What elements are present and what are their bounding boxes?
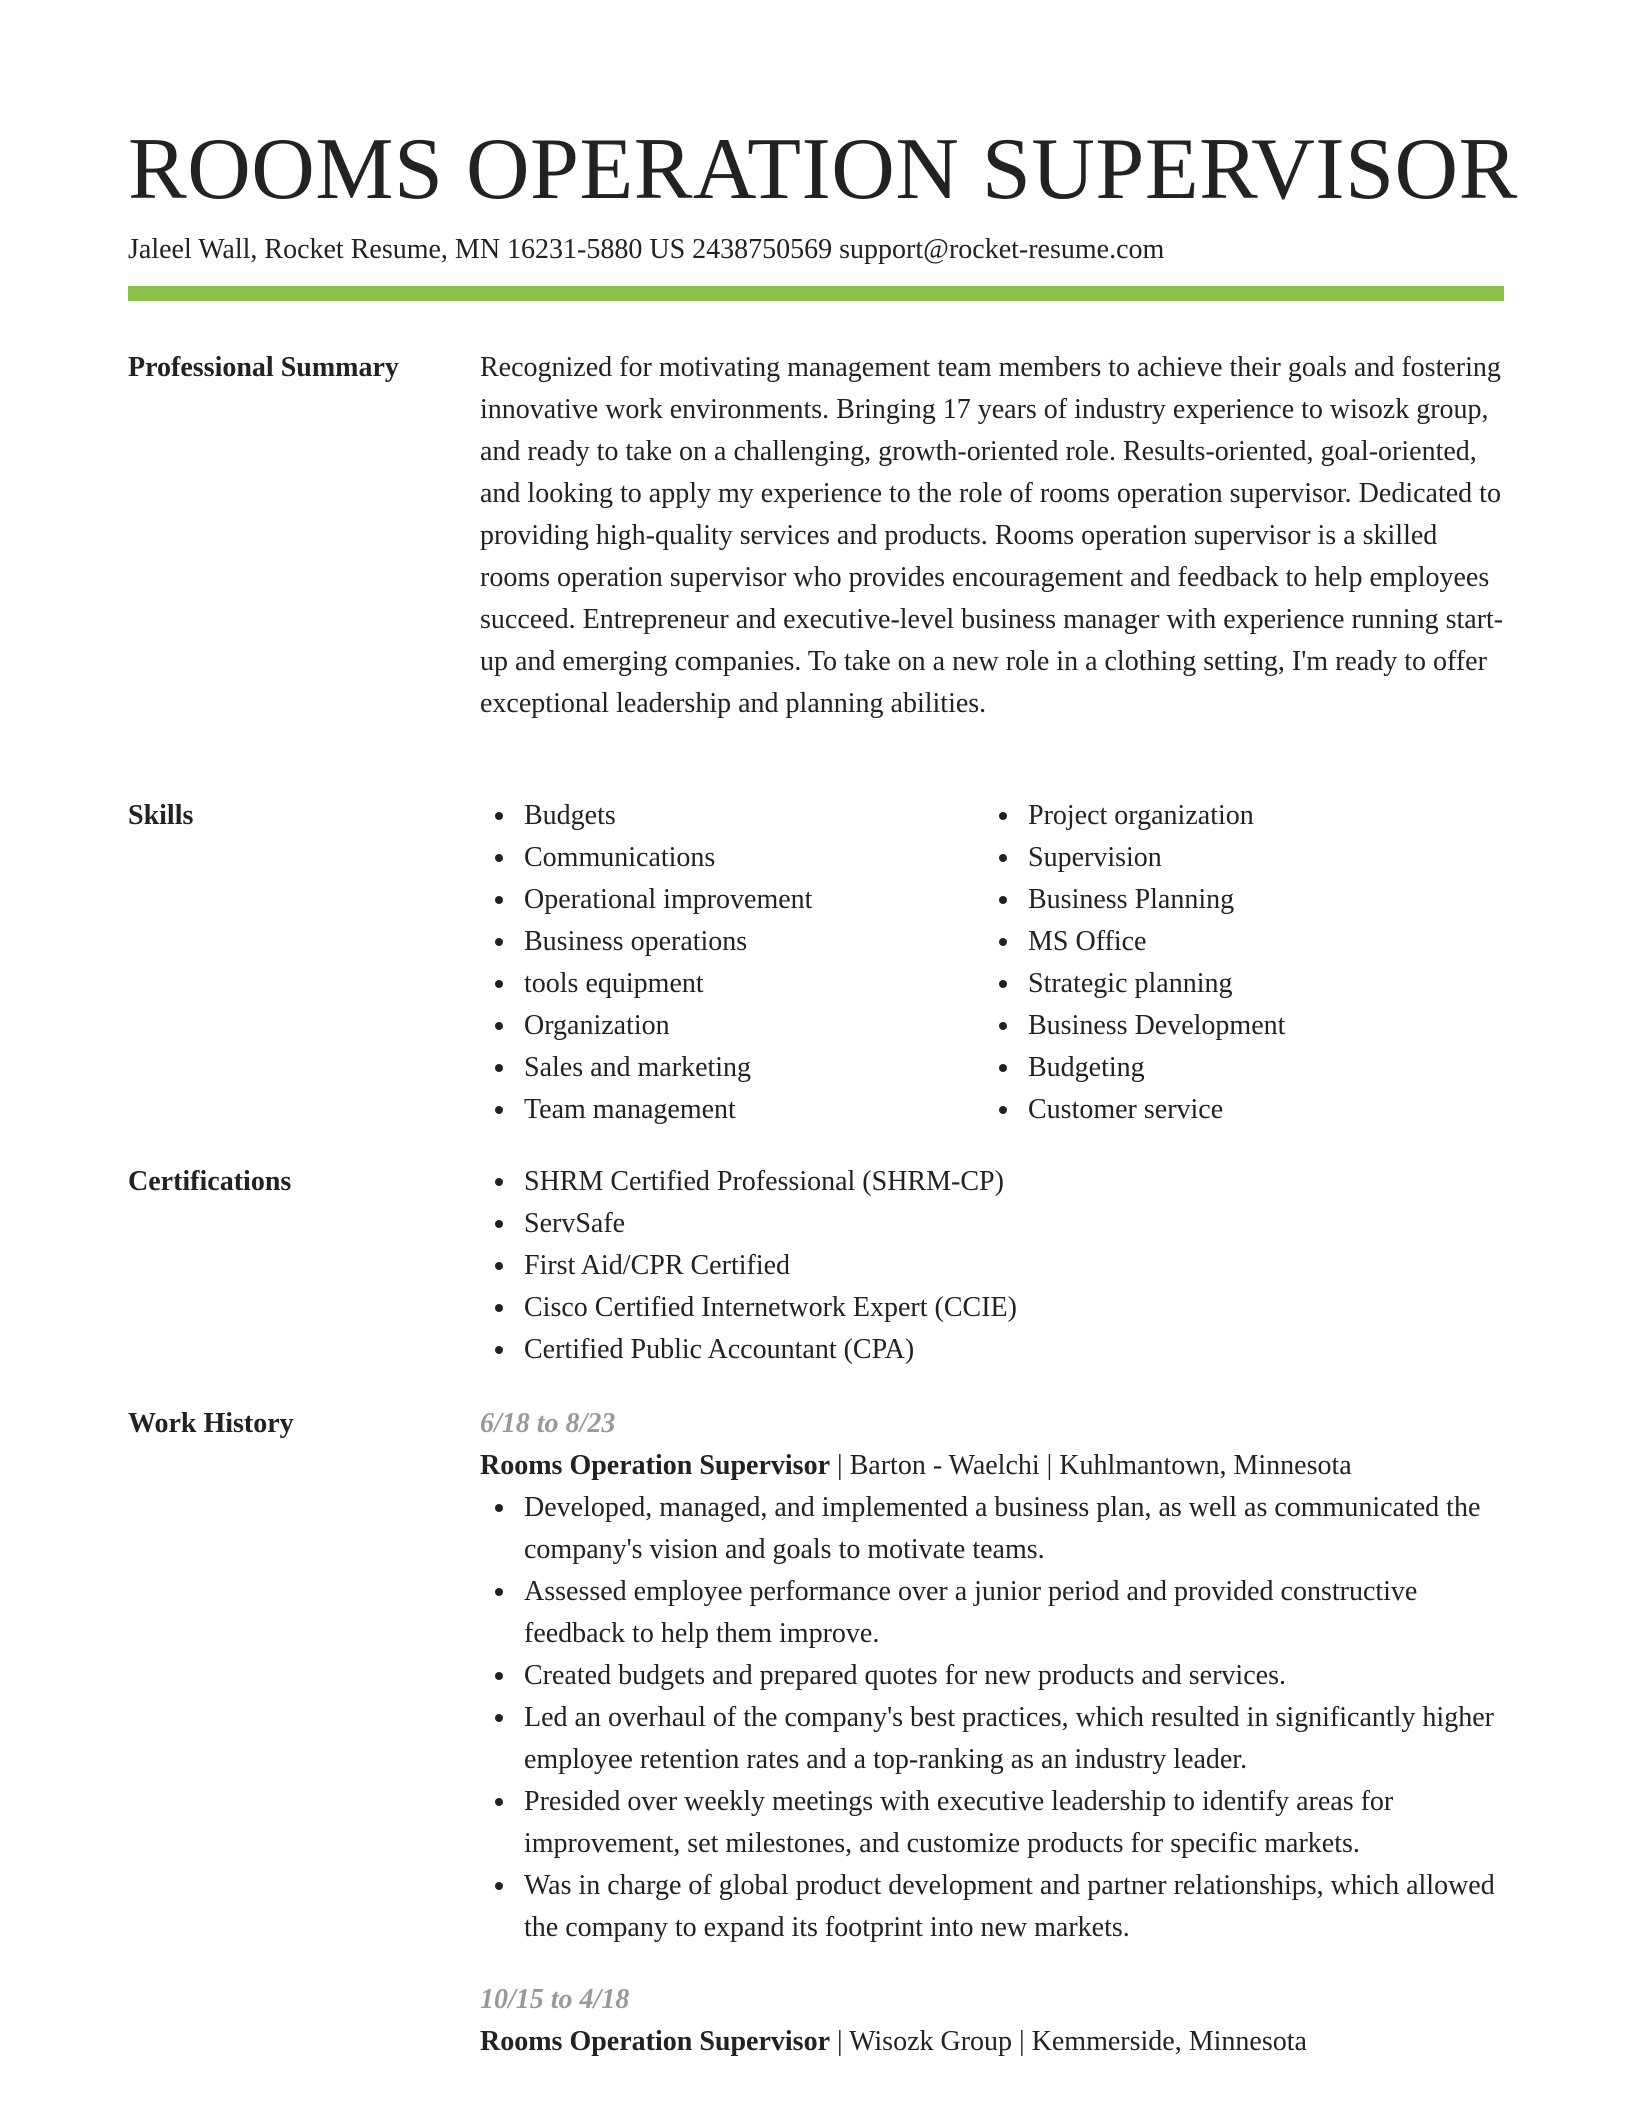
skill-item: Customer service [984, 1089, 1488, 1131]
work-history-heading: Work History [128, 1408, 294, 1439]
certification-item: SHRM Certified Professional (SHRM-CP) [480, 1161, 1504, 1203]
skill-item: Team management [480, 1089, 984, 1131]
summary-heading: Professional Summary [128, 352, 399, 383]
job-bullet: Led an overhaul of the company's best practices, which resulted in significantly higher employee retention rates and a top-ranking as an industry leader. [480, 1697, 1504, 1781]
skill-item: MS Office [984, 921, 1488, 963]
resume-title: ROOMS OPERATION SUPERVISOR [128, 121, 1518, 218]
job-dates: 6/18 to 8/23 [480, 1408, 616, 1439]
skill-item: Business Planning [984, 879, 1488, 921]
skill-item: tools equipment [480, 963, 984, 1005]
skills-list-right [984, 795, 1488, 1131]
skills-section [128, 795, 1504, 1131]
job-bullet: Developed, managed, and implemented a business plan, as well as communicated the company's vision and goals to motivate teams. [480, 1487, 1504, 1571]
skill-item: Sales and marketing [480, 1047, 984, 1089]
certification-item: Cisco Certified Internetwork Expert (CCIE) [480, 1287, 1504, 1329]
contact-line: Jaleel Wall, Rocket Resume, MN 16231-5880 US 2438750569 support@rocket-resume.com [128, 234, 1165, 265]
job-role: Rooms Operation Supervisor [480, 2026, 830, 2057]
skill-item: Organization [480, 1005, 984, 1047]
job-dates: 10/15 to 4/18 [480, 1984, 630, 2015]
certification-item: First Aid/CPR Certified [480, 1245, 1504, 1287]
job-bullet: Created budgets and prepared quotes for new products and services. [480, 1655, 1504, 1697]
certifications-heading: Certifications [128, 1166, 292, 1197]
job-bullet: Presided over weekly meetings with executive leadership to identify areas for improvement, set milestones, and customize products for specific markets. [480, 1781, 1504, 1865]
job-details: | Wisozk Group | Kemmerside, Minnesota [830, 2026, 1307, 2057]
job-bullet: Was in charge of global product development and partner relationships, which allowed the company to expand its footprint into new markets. [480, 1865, 1504, 1949]
work-history-section [128, 1403, 1504, 2063]
header-divider [128, 286, 1504, 301]
job-details: | Barton - Waelchi | Kuhlmantown, Minnesota [830, 1450, 1352, 1481]
certifications-list [480, 1161, 1504, 1371]
certification-item: Certified Public Accountant (CPA) [480, 1329, 1504, 1371]
skill-item: Business operations [480, 921, 984, 963]
job-entry [480, 1403, 1504, 1949]
skill-item: Budgeting [984, 1047, 1488, 1089]
certifications-section [128, 1161, 1504, 1371]
skill-item: Supervision [984, 837, 1488, 879]
skill-item: Strategic planning [984, 963, 1488, 1005]
skills-list-left [480, 795, 984, 1131]
job-role: Rooms Operation Supervisor [480, 1450, 830, 1481]
skill-item: Project organization [984, 795, 1488, 837]
skill-item: Business Development [984, 1005, 1488, 1047]
summary-section [128, 347, 1504, 725]
skills-heading: Skills [128, 800, 194, 831]
summary-text: Recognized for motivating management team members to achieve their goals and fostering innovative work environments. Bringing 17 years of industry experience to wisozk group, and ready to take on a challenging, growth-oriented role. Results-oriented, goal-oriented, and looking to apply my experience to the role of rooms operation supervisor. Dedicated to providing high-quality services and products. Rooms operation supervisor is a skilled rooms operation supervisor who provides encouragement and feedback to help employees succeed. Entrepreneur and executive-level business manager with experience running start-up and emerging companies. To take on a new role in a clothing setting, I'm ready to offer exceptional leadership and planning abilities. [480, 352, 1504, 719]
job-heading [480, 2021, 1504, 2063]
job-entry [480, 1979, 1504, 2063]
job-bullet: Assessed employee performance over a junior period and provided constructive feedback to help them improve. [480, 1571, 1504, 1655]
skill-item: Operational improvement [480, 879, 984, 921]
job-bullets [480, 1487, 1504, 1949]
certification-item: ServSafe [480, 1203, 1504, 1245]
skill-item: Communications [480, 837, 984, 879]
job-heading [480, 1445, 1504, 1487]
skill-item: Budgets [480, 795, 984, 837]
